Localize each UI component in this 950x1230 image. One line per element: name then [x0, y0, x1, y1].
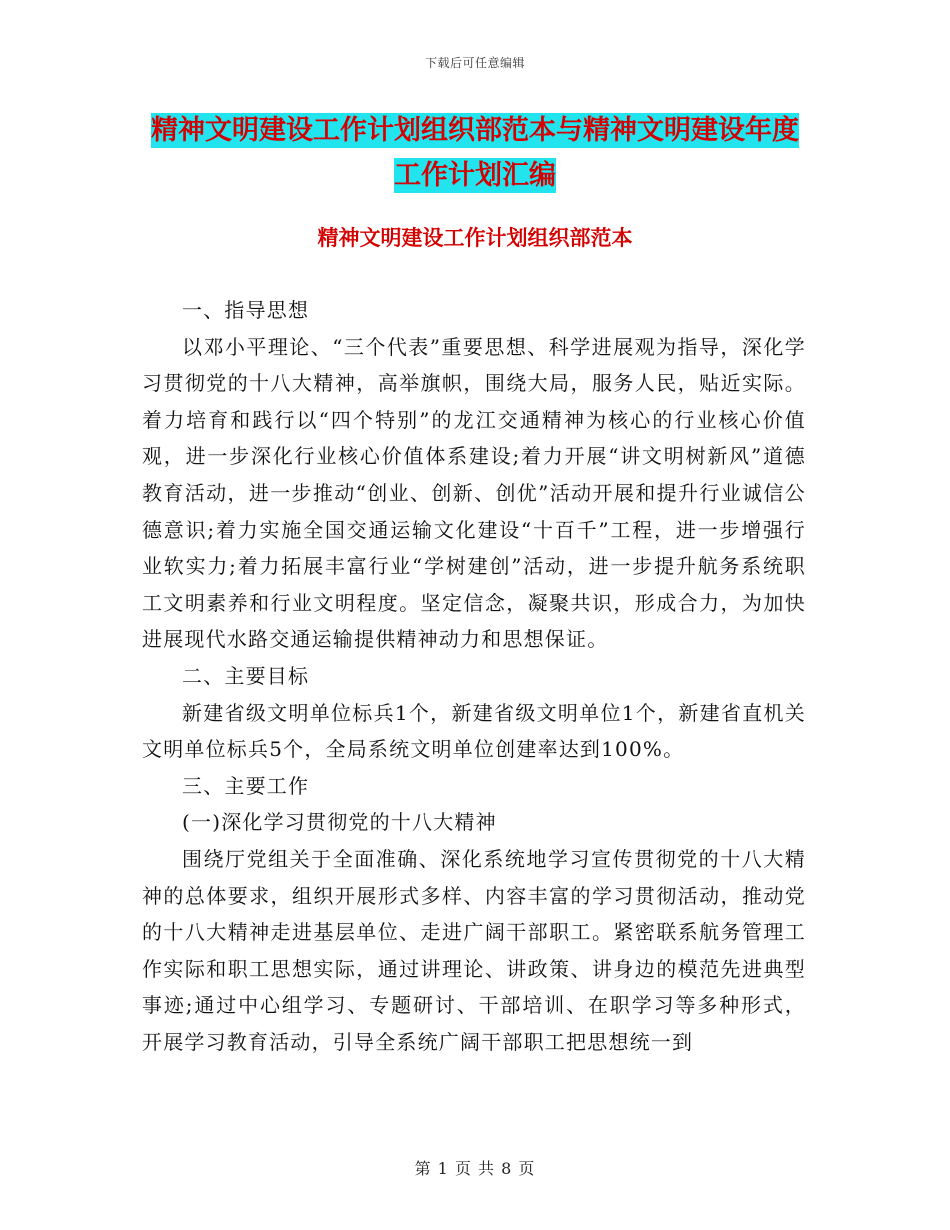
document-body	[142, 292, 806, 1060]
heading-main-goals: 二、主要目标	[182, 663, 310, 688]
heading-guiding-ideology: 一、指导思想	[182, 298, 310, 322]
header-note: 下载后可任意编辑	[424, 56, 525, 70]
section-title: 精神文明建设工作计划组织部范本	[317, 225, 633, 250]
main-title-text: 精神文明建设工作计划组织部范本与精神文明建设年度工作计划汇编	[151, 115, 799, 191]
paragraph-main-goals: 新建省级文明单位标兵1个，新建省级文明单位1个，新建省直机关文明单位标兵5个，全局系统文明单位创建率达到100%。	[142, 700, 806, 762]
paragraph-guiding-ideology: 以邓小平理论、“三个代表”重要思想、科学进展观为指导，深化学习贯彻党的十八大精神，高举旗帜，围绕大局，服务人民，贴近实际。着力培育和践行以“四个特别”的龙江交通精神为核心的行业核心价值观，进一步深化行业核心价值体系建设;着力开展“讲文明树新风”道德教育活动，进一步推动“创业、创新、创优”活动开展和提升行业诚信公德意识;着力实施全国交通运输文化建设“十百千”工程，进一步增强行业软实力;着力拓展丰富行业“学树建创”活动，进一步提升航务系统职工文明素养和行业文明程度。坚定信念，凝聚共识，形成合力，为加快进展现代水路交通运输提供精神动力和思想保证。	[142, 334, 806, 652]
paragraph-study-18th-congress: 围绕厅党组关于全面准确、深化系统地学习宣传贯彻党的十八大精神的总体要求，组织开展形式多样、内容丰富的学习贯彻活动，推动党的十八大精神走进基层单位、走进广阔干部职工。紧密联系航务管理工作实际和职工思想实际，通过讲理论、讲政策、讲身边的模范先进典型事迹;通过中心组学习、专题研讨、干部培训、在职学习等多种形式，开展学习教育活动，引导全系统广阔干部职工把思想统一到	[142, 846, 806, 1054]
main-title	[140, 108, 810, 198]
subheading-study-18th-congress: (一)深化学习贯彻党的十八大精神	[182, 810, 497, 835]
heading-main-work: 三、主要工作	[182, 773, 310, 798]
page-footer: 第 1 页 共 8 页	[414, 1159, 536, 1178]
